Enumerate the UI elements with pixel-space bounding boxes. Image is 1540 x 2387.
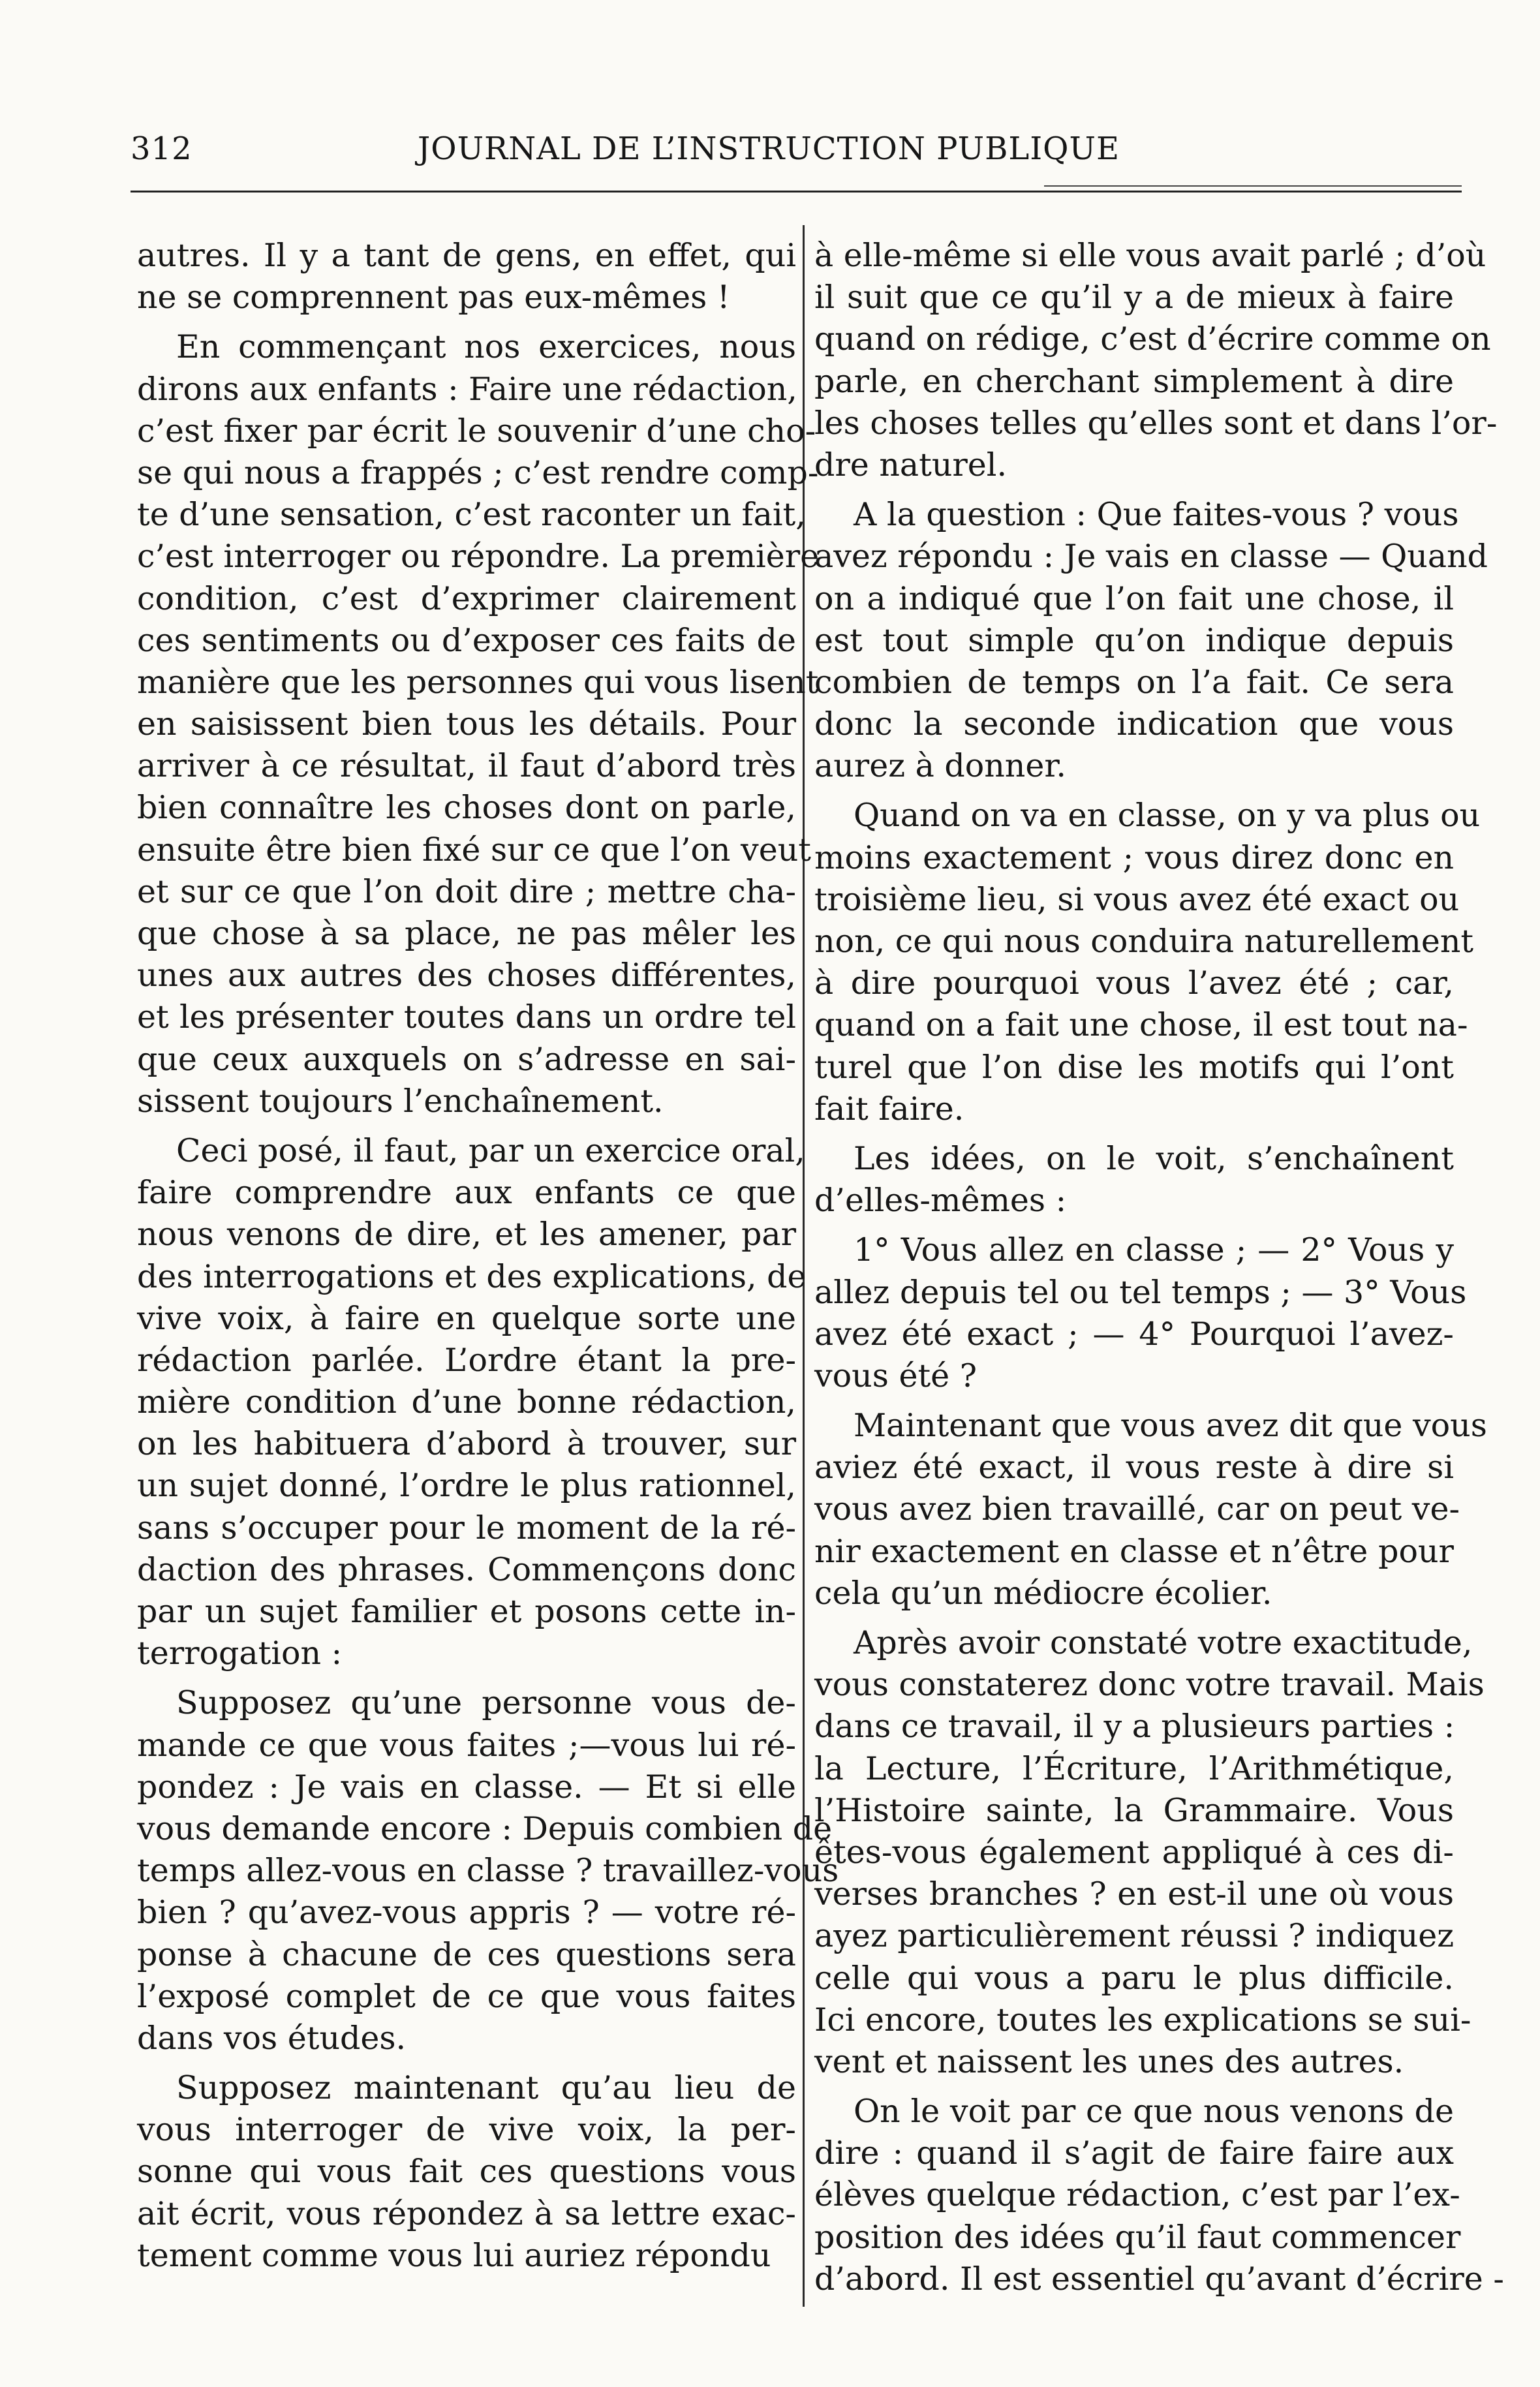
text-line: aurez à donner. — [814, 747, 1066, 785]
text-line: ayez particulièrement réussi ? indiquez — [814, 1917, 1455, 1955]
text-line: combien de temps on l’a fait. Ce sera — [814, 663, 1454, 701]
text-line: vive voix, à faire en quelque sorte une — [137, 1299, 796, 1337]
text-line: la Lecture, l’Écriture, l’Arithmétique, — [814, 1749, 1454, 1787]
text-line: vous avez bien travaillé, car on peut ve- — [814, 1490, 1460, 1528]
text-line: sonne qui vous fait ces questions vous — [137, 2153, 796, 2191]
paragraph — [137, 235, 796, 318]
text-line: dans vos études. — [137, 2019, 407, 2057]
text-line: vous demande encore : Depuis combien de — [137, 1810, 833, 1847]
text-line: mande ce que vous faites ;—vous lui ré- — [137, 1726, 796, 1764]
text-line: ces sentiments ou d’exposer ces faits de — [137, 621, 796, 659]
text-line: élèves quelque rédaction, c’est par l’ex- — [814, 2176, 1460, 2214]
header-rule-thin — [1044, 185, 1462, 187]
text-line: position des idées qu’il faut commencer — [814, 2218, 1461, 2256]
text-line: celle qui vous a paru le plus difficile. — [814, 1959, 1454, 1997]
text-line: ne se comprennent pas eux-mêmes ! — [137, 279, 730, 316]
text-line: moins exactement ; vous direz donc en — [814, 839, 1454, 876]
text-line: parle, en cherchant simplement à dire — [814, 362, 1454, 400]
text-line: en saisissent bien tous les détails. Pour — [137, 705, 796, 743]
text-line: avez été exact ; — 4° Pourquoi l’avez- — [814, 1315, 1454, 1353]
text-line: On le voit par ce que nous venons de — [854, 2093, 1454, 2131]
text-line: il suit que ce qu’il y a de mieux à faire — [814, 279, 1454, 316]
text-line: est tout simple qu’on indique depuis — [814, 621, 1454, 659]
text-line: Après avoir constaté votre exactitude, — [854, 1624, 1473, 1661]
text-line: se qui nous a frappés ; c’est rendre comp- — [137, 454, 819, 491]
paragraph — [814, 1229, 1467, 1397]
text-line: rédaction parlée. L’ordre étant la pre- — [137, 1341, 796, 1379]
text-line: dirons aux enfants : Faire une rédaction, — [137, 370, 797, 408]
text-line: on a indiqué que l’on fait une chose, il — [814, 579, 1454, 617]
text-line: condition, c’est d’exprimer clairement — [137, 579, 796, 617]
text-line: un sujet donné, l’ordre le plus rationnel, — [137, 1467, 796, 1505]
text-line: troisième lieu, si vous avez été exact ou — [814, 880, 1460, 918]
paragraph — [814, 1138, 1454, 1222]
text-line: vous été ? — [814, 1357, 977, 1394]
text-line: à elle-même si elle vous avait parlé ; d’où — [814, 237, 1486, 274]
text-line: te d’une sensation, c’est raconter un fait, — [137, 496, 806, 534]
text-line: des interrogations et des explications, de — [137, 1257, 807, 1295]
text-line: turel que l’on dise les motifs qui l’ont — [814, 1048, 1454, 1086]
text-line: 1° Vous allez en classe ; — 2° Vous y — [854, 1231, 1454, 1269]
text-line: temps allez-vous en classe ? travaillez-vous — [137, 1852, 839, 1890]
text-line: l’Histoire sainte, la Grammaire. Vous — [814, 1791, 1454, 1829]
text-line: unes aux autres des choses différentes, — [137, 957, 796, 994]
paragraph — [814, 795, 1481, 1130]
text-line: dire : quand il s’agit de faire faire aux — [814, 2134, 1454, 2172]
header-rule — [131, 191, 1462, 192]
paragraph — [137, 2067, 796, 2277]
paragraph — [814, 1405, 1487, 1614]
text-line: terrogation : — [137, 1635, 343, 1672]
text-line: d’abord. Il est essentiel qu’avant d’écrire - — [814, 2260, 1504, 2298]
right-column — [814, 235, 1504, 2300]
paragraph — [137, 1682, 839, 2059]
text-line: les choses telles qu’elles sont et dans l’or- — [814, 404, 1498, 442]
text-line: En commençant nos exercices, nous — [176, 328, 796, 366]
text-line: daction des phrases. Commençons donc — [137, 1550, 796, 1588]
text-line: mière condition d’une bonne rédaction, — [137, 1383, 796, 1421]
paragraph — [814, 2091, 1504, 2300]
text-line: A la question : Que faites-vous ? vous — [854, 496, 1459, 534]
text-line: sissent toujours l’enchaînement. — [137, 1082, 664, 1120]
left-column — [137, 235, 839, 2277]
text-line: l’exposé complet de ce que vous faites — [137, 1977, 796, 2015]
text-line: que ceux auxquels on s’adresse en sai- — [137, 1040, 796, 1078]
text-line: êtes-vous également appliqué à ces di- — [814, 1833, 1454, 1871]
text-line: autres. Il y a tant de gens, en effet, qui — [137, 237, 796, 274]
text-line: Supposez maintenant qu’au lieu de — [176, 2069, 796, 2107]
text-line: ensuite être bien fixé sur ce que l’on veut — [137, 831, 811, 869]
page-number: 312 — [131, 131, 192, 167]
paragraph — [137, 326, 820, 1122]
text-line: à dire pourquoi vous l’avez été ; car, — [814, 964, 1454, 1002]
text-line: manière que les personnes qui vous lisent — [137, 663, 819, 701]
text-line: verses branches ? en est-il une où vous — [814, 1875, 1454, 1913]
text-line: aviez été exact, il vous reste à dire si — [814, 1449, 1454, 1486]
text-line: c’est interroger ou répondre. La première — [137, 538, 820, 576]
page-header — [131, 131, 1423, 176]
text-line: sans s’occuper pour le moment de la ré- — [137, 1509, 796, 1547]
text-line: dans ce travail, il y a plusieurs parties : — [814, 1708, 1455, 1746]
text-line: d’elles-mêmes : — [814, 1182, 1067, 1220]
text-line: et les présenter toutes dans un ordre tel — [137, 998, 796, 1036]
text-line: vous constaterez donc votre travail. Mais — [814, 1666, 1485, 1704]
text-line: donc la seconde indication que vous — [814, 705, 1454, 743]
text-line: bien connaître les choses dont on parle, — [137, 789, 796, 827]
text-line: Les idées, on le voit, s’enchaînent — [854, 1139, 1454, 1177]
text-line: Ceci posé, il faut, par un exercice oral, — [176, 1132, 805, 1169]
text-line: allez depuis tel ou tel temps ; — 3° Vous — [814, 1273, 1467, 1311]
text-line: vous interroger de vive voix, la per- — [137, 2111, 796, 2149]
text-line: quand on rédige, c’est d’écrire comme on — [814, 320, 1491, 358]
text-line: faire comprendre aux enfants ce que — [137, 1174, 796, 1212]
text-line: dre naturel. — [814, 446, 1008, 484]
text-line: cela qu’un médiocre écolier. — [814, 1574, 1272, 1612]
text-line: quand on a fait une chose, il est tout na- — [814, 1006, 1468, 1044]
paragraph — [137, 1130, 807, 1674]
text-line: que chose à sa place, ne pas mêler les — [137, 915, 796, 952]
text-line: Maintenant que vous avez dit que vous — [854, 1407, 1487, 1445]
text-line: nir exactement en classe et n’être pour — [814, 1532, 1454, 1570]
paragraph — [814, 494, 1488, 787]
running-title: JOURNAL DE L’INSTRUCTION PUBLIQUE — [418, 131, 1120, 167]
text-line: avez répondu : Je vais en classe — Quand — [814, 538, 1488, 576]
text-line: arriver à ce résultat, il faut d’abord très — [137, 747, 796, 785]
text-line: vent et naissent les unes des autres. — [814, 2042, 1404, 2080]
text-line: Ici encore, toutes les explications se sui- — [814, 2001, 1471, 2039]
text-line: on les habituera d’abord à trouver, sur — [137, 1425, 796, 1463]
text-line: fait faire. — [814, 1090, 964, 1128]
paragraph — [814, 235, 1498, 486]
text-line: bien ? qu’avez-vous appris ? — votre ré- — [137, 1894, 796, 1932]
text-line: nous venons de dire, et les amener, par — [137, 1216, 796, 1254]
text-line: c’est fixer par écrit le souvenir d’une cho- — [137, 412, 816, 450]
text-line: non, ce qui nous conduira naturellement — [814, 923, 1474, 960]
text-line: par un sujet familier et posons cette in- — [137, 1593, 796, 1630]
text-line: ponse à chacune de ces questions sera — [137, 1935, 796, 1973]
text-line: Quand on va en classe, on y va plus ou — [854, 797, 1481, 835]
text-line: ait écrit, vous répondez à sa lettre exac- — [137, 2194, 796, 2232]
text-line: Supposez qu’une personne vous de- — [176, 1684, 796, 1722]
text-line: et sur ce que l’on doit dire ; mettre cha- — [137, 872, 796, 910]
text-line: tement comme vous lui auriez répondu — [137, 2236, 771, 2274]
text-line: pondez : Je vais en classe. — Et si elle — [137, 1768, 796, 1806]
paragraph — [814, 1622, 1485, 2083]
